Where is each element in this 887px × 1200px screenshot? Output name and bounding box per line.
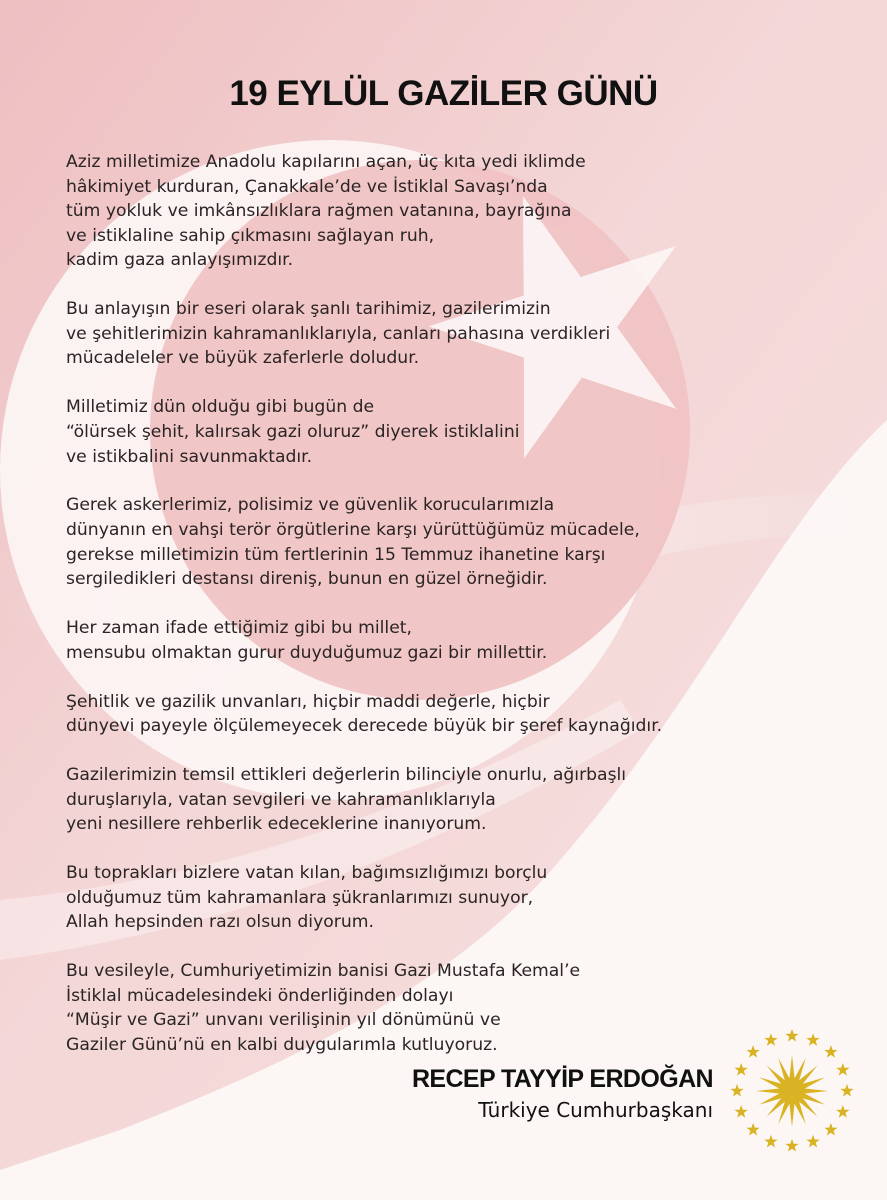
paragraph-line: mensubu olmaktan gurur duyduğumuz gazi bir millettir. — [66, 642, 548, 663]
paragraph-line: Gerek askerlerimiz, polisimiz ve güvenlik korucularımızla — [66, 495, 555, 516]
paragraph — [66, 763, 856, 837]
paragraph-line: tüm yokluk ve imkânsızlıklara rağmen vatanına, bayrağına — [66, 201, 572, 222]
paragraph — [66, 616, 856, 665]
signature-title: Türkiye Cumhurbaşkanı — [478, 1098, 713, 1122]
paragraph-line: hâkimiyet kurduran, Çanakkale’de ve İstiklal Savaşı’nda — [66, 176, 548, 197]
paragraph — [66, 150, 856, 273]
paragraph-line: Bu toprakları bizlere vatan kılan, bağımsızlığımızı borçlu — [66, 863, 548, 884]
paragraph-line: ve istiklaline sahip çıkmasını sağlayan ruh, — [66, 225, 435, 246]
paragraph-line: İstiklal mücadelesindeki önderliğinden dolayı — [66, 985, 454, 1006]
paragraph-line: Gazilerimizin temsil ettikleri değerlerin bilinciyle onurlu, ağırbaşlı — [66, 765, 627, 786]
paragraph-line: ve şehitlerimizin kahramanlıklarıyla, canları pahasına verdikleri — [66, 323, 611, 344]
paragraph — [66, 690, 856, 739]
paragraph-line: mücadeleler ve büyük zaferlerle doludur. — [66, 348, 420, 369]
paragraph-line: kadim gaza anlayışımızdır. — [66, 250, 294, 271]
paragraph-line: Şehitlik ve gazilik unvanları, hiçbir maddi değerle, hiçbir — [66, 691, 550, 712]
paragraph-line: ve istikbalini savunmaktadır. — [66, 446, 313, 467]
paragraph — [66, 861, 856, 935]
paragraph-line: Her zaman ifade ettiğimiz gibi bu millet, — [66, 618, 412, 639]
paragraph-line: sergiledikleri destansı direniş, bunun en güzel örneğidir. — [66, 569, 548, 590]
paragraph-line: yeni nesillere rehberlik edeceklerine inanıyorum. — [66, 814, 487, 835]
paragraph-line: Allah hepsinden razı olsun diyorum. — [66, 912, 374, 933]
paragraph-line: olduğumuz tüm kahramanlara şükranlarımızı sunuyor, — [66, 887, 534, 908]
paragraph-line: “ölürsek şehit, kalırsak gazi oluruz” diyerek istiklalini — [66, 421, 520, 442]
paragraph-line: Bu anlayışın bir eseri olarak şanlı tarihimiz, gazilerimizin — [66, 299, 551, 320]
message-body — [66, 150, 856, 1082]
paragraph — [66, 395, 856, 469]
signature-block — [412, 1064, 713, 1124]
paragraph — [66, 493, 856, 591]
paragraph-line: Bu vesileyle, Cumhuriyetimizin banisi Gazi Mustafa Kemal’e — [66, 961, 581, 982]
paragraph-line: Aziz milletimize Anadolu kapılarını açan, üç kıta yedi iklimde — [66, 152, 586, 172]
paragraph-line: Gaziler Günü’nü en kalbi duygularımla kutluyoruz. — [66, 1035, 498, 1055]
page-title: 19 EYLÜL GAZİLER GÜNÜ — [229, 74, 658, 113]
paragraph — [66, 297, 856, 371]
paragraph-line: “Müşir ve Gazi” unvanı verilişinin yıl dönümünü ve — [66, 1010, 501, 1031]
presidential-seal-icon — [727, 1026, 857, 1156]
paragraph-line: duruşlarıyla, vatan sevgileri ve kahramanlıklarıyla — [66, 789, 496, 810]
paragraph-line: gerekse milletimizin tüm fertlerinin 15 Temmuz ihanetine karşı — [66, 544, 606, 565]
paragraph-line: dünyevi payeyle ölçülemeyecek derecede büyük bir şeref kaynağıdır. — [66, 716, 663, 737]
paragraph-line: dünyanın en vahşi terör örgütlerine karşı yürüttüğümüz mücadele, — [66, 520, 640, 541]
signature-name: RECEP TAYYİP ERDOĞAN — [411, 1065, 713, 1093]
paragraph-line: Milletimiz dün olduğu gibi bugün de — [66, 397, 375, 418]
